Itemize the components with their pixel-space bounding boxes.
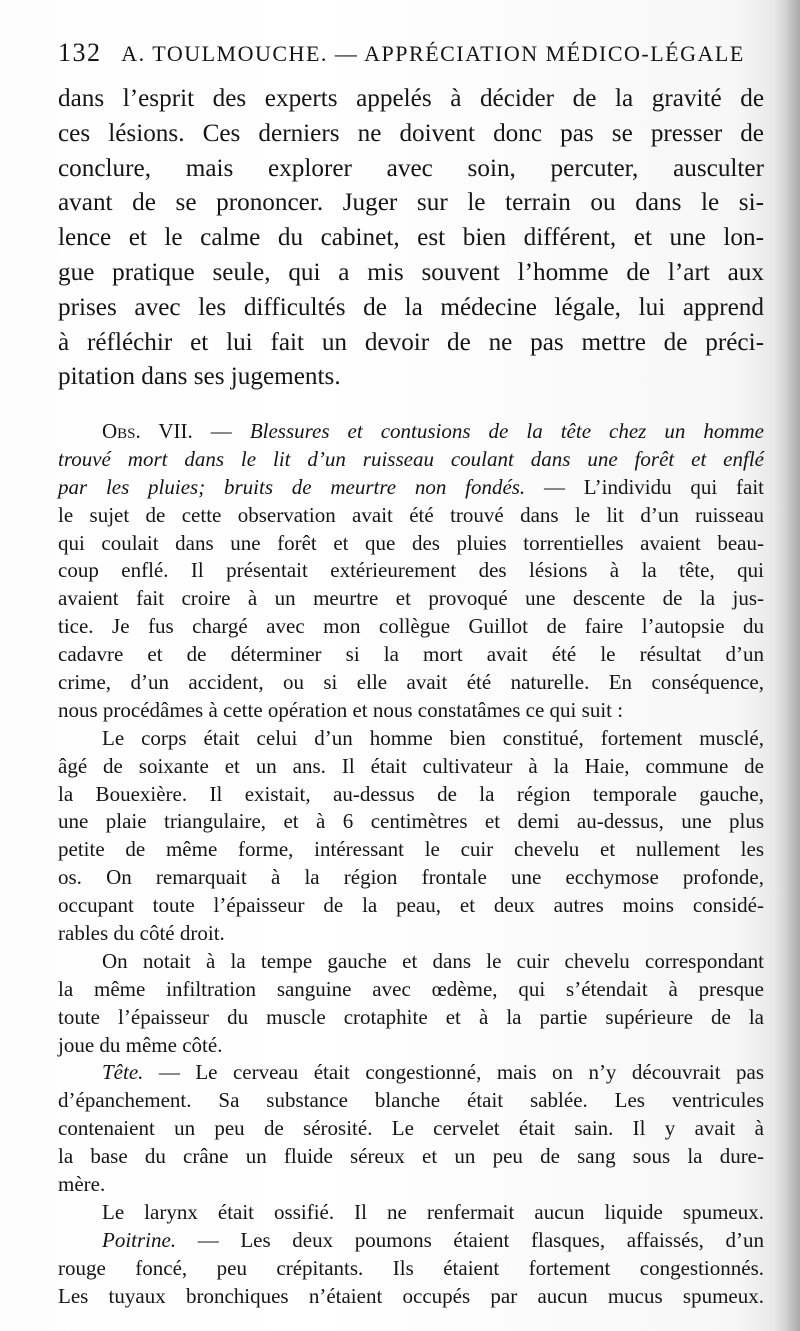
text-line: joue du même côté.: [58, 1032, 223, 1057]
text-line: contenaient un peu de sérosité. Le cervelet était sain. Il y avait à: [58, 1116, 764, 1141]
observation-text-start: — L’individu qui fait: [525, 474, 764, 499]
text-line: avaient fait croire à un meurtre et provoqué une descente de la jus-: [58, 586, 764, 611]
section-line-tete: [58, 1059, 764, 1087]
text-line: rables du côté droit.: [58, 921, 225, 946]
text-line: qui coulait dans une forêt et que des pluies torrentielles avaient beau-: [58, 530, 764, 555]
text-line: Le larynx était ossifié. Il ne renfermait aucun liquide spumeux.: [102, 1199, 764, 1224]
text-line: d’épanchement. Sa substance blanche était sablée. Les ventricules: [58, 1088, 764, 1113]
section-text: — Le cerveau était congestionné, mais on n’y découvrait pas: [143, 1060, 764, 1085]
observation-heading-line: [58, 446, 764, 474]
text-line: coup enflé. Il présentait extérieurement des lésions à la tête, qui: [58, 558, 764, 583]
text-line: tice. Je fus chargé avec mon collègue Guillot de faire l’autopsie du: [58, 614, 764, 639]
text-line: petite de même forme, intéressant le cuir chevelu et nullement les: [58, 837, 764, 862]
text-line: occupant toute l’épaisseur de la peau, et deux autres moins considé-: [58, 893, 764, 918]
text-line: On notait à la tempe gauche et dans le cuir chevelu correspondant: [102, 948, 764, 973]
text-line: crime, d’un accident, ou si elle avait été naturelle. En conséquence,: [58, 670, 764, 695]
text-line: rouge foncé, peu crépitants. Ils étaient fortement congestionnés.: [58, 1255, 764, 1280]
text-line: gue pratique seule, qui a mis souvent l’homme de l’art aux: [58, 258, 764, 286]
paragraph-intro: [58, 82, 764, 395]
observation-section: [58, 418, 764, 1311]
section-line-poitrine: [58, 1227, 764, 1255]
text-line: âgé de soixante et un ans. Il était cultivateur à la Haie, commune de: [58, 753, 764, 778]
observation-heading-line: [58, 474, 764, 502]
text-line: prises avec les difficultés de la médecine légale, lui apprend: [58, 293, 764, 321]
text-line: la même infiltration sanguine avec œdème, qui s’étendait à presque: [58, 976, 764, 1001]
text-line: toute l’épaisseur du muscle crotaphite et à la partie supérieure de la: [58, 1004, 764, 1029]
observation-dash: —: [192, 419, 250, 443]
observation-heading-line: [58, 418, 764, 446]
text-line: lence et le calme du cabinet, est bien différent, et une lon-: [58, 224, 764, 252]
running-title: A. TOULMOUCHE. — APPRÉCIATION MÉDICO-LÉGALE: [121, 41, 745, 66]
text-line: une plaie triangulaire, et à 6 centimètres et demi au-dessus, une plus: [58, 809, 764, 834]
text-line: mère.: [58, 1172, 106, 1197]
text-line: cadavre et de déterminer si la mort avait été le résultat d’un: [58, 642, 764, 667]
text-line: à réfléchir et lui fait un devoir de ne pas mettre de préci-: [58, 328, 764, 356]
text-line: la Bouexière. Il existait, au-dessus de la région temporale gauche,: [58, 781, 764, 806]
text-line: avant de se prononcer. Juger sur le terrain ou dans le si-: [58, 189, 764, 217]
observation-title-part: par les pluies; bruits de meurtre non fondés.: [58, 474, 526, 499]
section-label-tete: Tête.: [102, 1060, 144, 1085]
page-edge-shadow: [774, 0, 800, 1331]
text-line: Les tuyaux bronchiques n’étaient occupés par aucun mucus spumeux.: [58, 1283, 764, 1308]
text-line: pitation dans ses jugements.: [58, 363, 341, 391]
running-header: [58, 38, 758, 78]
text-line: conclure, mais explorer avec soin, percuter, ausculter: [58, 154, 764, 182]
observation-title-part: Blessures et contusions de la tête chez un homme: [249, 419, 764, 443]
text-line: la base du crâne un fluide séreux et un peu de sang sous la dure-: [58, 1144, 764, 1169]
text-line: dans l’esprit des experts appelés à décider de la gravité de: [58, 85, 764, 112]
text-line: le sujet de cette observation avait été trouvé dans le lit d’un ruisseau: [58, 502, 764, 527]
text-line: Le corps était celui d’un homme bien constitué, fortement musclé,: [102, 725, 764, 750]
page-number: 132: [58, 38, 102, 67]
section-text: — Les deux poumons étaient flasques, affaissés, d’un: [176, 1227, 764, 1252]
text-line: ces lésions. Ces derniers ne doivent donc pas se presser de: [58, 119, 764, 147]
text-line: os. On remarquait à la région frontale une ecchymose profonde,: [58, 865, 764, 890]
observation-label: Obs. VII.: [102, 419, 193, 443]
text-line: nous procédâmes à cette opération et nous constatâmes ce qui suit :: [58, 697, 624, 722]
observation-title-part: trouvé mort dans le lit d’un ruisseau coulant dans une forêt et enflé: [58, 446, 764, 471]
section-label-poitrine: Poitrine.: [102, 1227, 177, 1252]
